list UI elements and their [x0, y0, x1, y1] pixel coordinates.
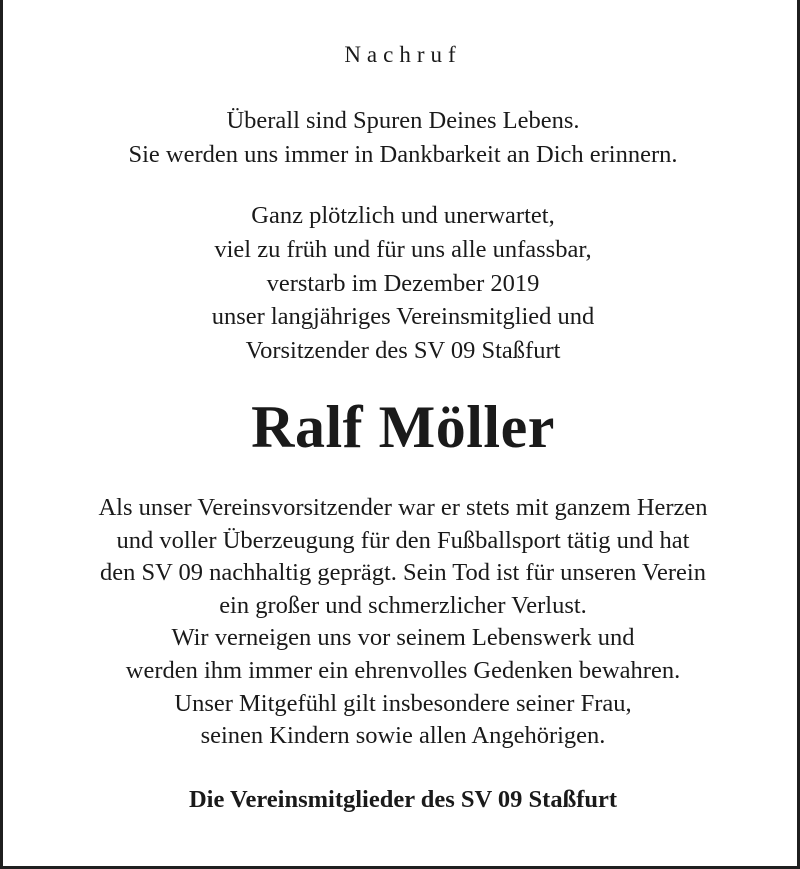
announcement-line: Vorsitzender des SV 09 Staßfurt	[245, 337, 561, 364]
notice-heading: Nachruf	[344, 42, 462, 67]
motto-line: Sie werden uns immer in Dankbarkeit an Dich erinnern.	[128, 141, 678, 168]
tribute-line: werden ihm immer ein ehrenvolles Gedenken bewahren.	[125, 657, 681, 684]
signature: Die Vereinsmitglieder des SV 09 Staßfurt	[188, 786, 618, 813]
announcement-line: viel zu früh und für uns alle unfassbar,	[214, 236, 592, 263]
tribute-line: Unser Mitgefühl gilt insbesondere seiner Frau,	[174, 690, 632, 717]
deceased-name: Ralf Möller	[251, 394, 555, 460]
motto-line: Überall sind Spuren Deines Lebens.	[226, 107, 580, 134]
tribute-line: ein großer und schmerzlicher Verlust.	[219, 592, 587, 619]
announcement-line: verstarb im Dezember 2019	[266, 270, 540, 297]
tribute-line: und voller Überzeugung für den Fußballsport tätig und hat	[116, 527, 690, 554]
tribute-line: Als unser Vereinsvorsitzender war er stets mit ganzem Herzen	[98, 494, 708, 521]
announcement-line: Ganz plötzlich und unerwartet,	[251, 202, 555, 229]
announcement-line: unser langjähriges Vereinsmitglied und	[211, 303, 595, 330]
tribute-line: seinen Kindern sowie allen Angehörigen.	[200, 722, 606, 749]
tribute-line: den SV 09 nachhaltig geprägt. Sein Tod ist für unseren Verein	[100, 559, 706, 586]
tribute-line: Wir verneigen uns vor seinem Lebenswerk und	[171, 624, 635, 651]
